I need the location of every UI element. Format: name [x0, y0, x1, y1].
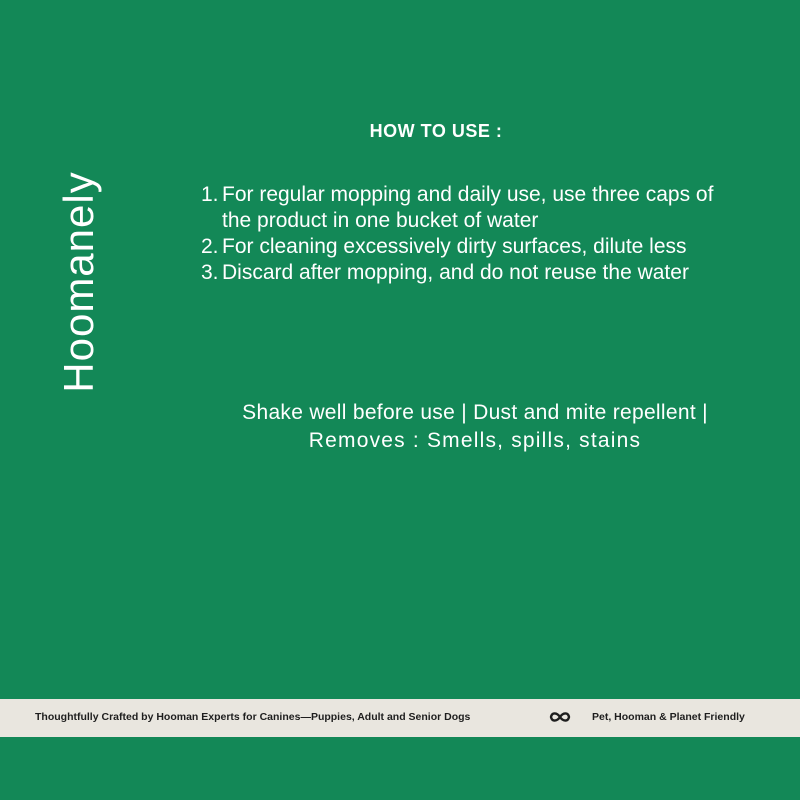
step-number: 2. — [201, 235, 219, 258]
tagline — [200, 399, 750, 455]
footer-bar — [0, 699, 800, 737]
list-item — [201, 234, 741, 260]
footer-friendly-text: Pet, Hooman & Planet Friendly — [592, 711, 745, 723]
step-text: For cleaning excessively dirty surfaces, dilute less — [222, 235, 687, 258]
footer-crafted-text: Thoughtfully Crafted by Hooman Experts for Canines—Puppies, Adult and Senior Dogs — [35, 711, 471, 723]
step-text: For regular mopping and daily use, use three caps of the product in one bucket of water — [222, 183, 714, 232]
step-number: 3. — [201, 261, 219, 284]
step-number: 1. — [201, 183, 219, 206]
list-item — [201, 260, 741, 286]
tagline-line-1: Shake well before use | Dust and mite repellent | — [242, 401, 708, 424]
how-to-use-title: HOW TO USE : — [369, 121, 503, 141]
instructions-list — [201, 182, 741, 286]
list-item — [201, 182, 741, 234]
step-text: Discard after mopping, and do not reuse the water — [222, 261, 689, 284]
brand-logo: Hoomanely — [55, 171, 102, 393]
infinity-icon — [548, 710, 572, 724]
tagline-line-2: Removes : Smells, spills, stains — [308, 429, 642, 452]
